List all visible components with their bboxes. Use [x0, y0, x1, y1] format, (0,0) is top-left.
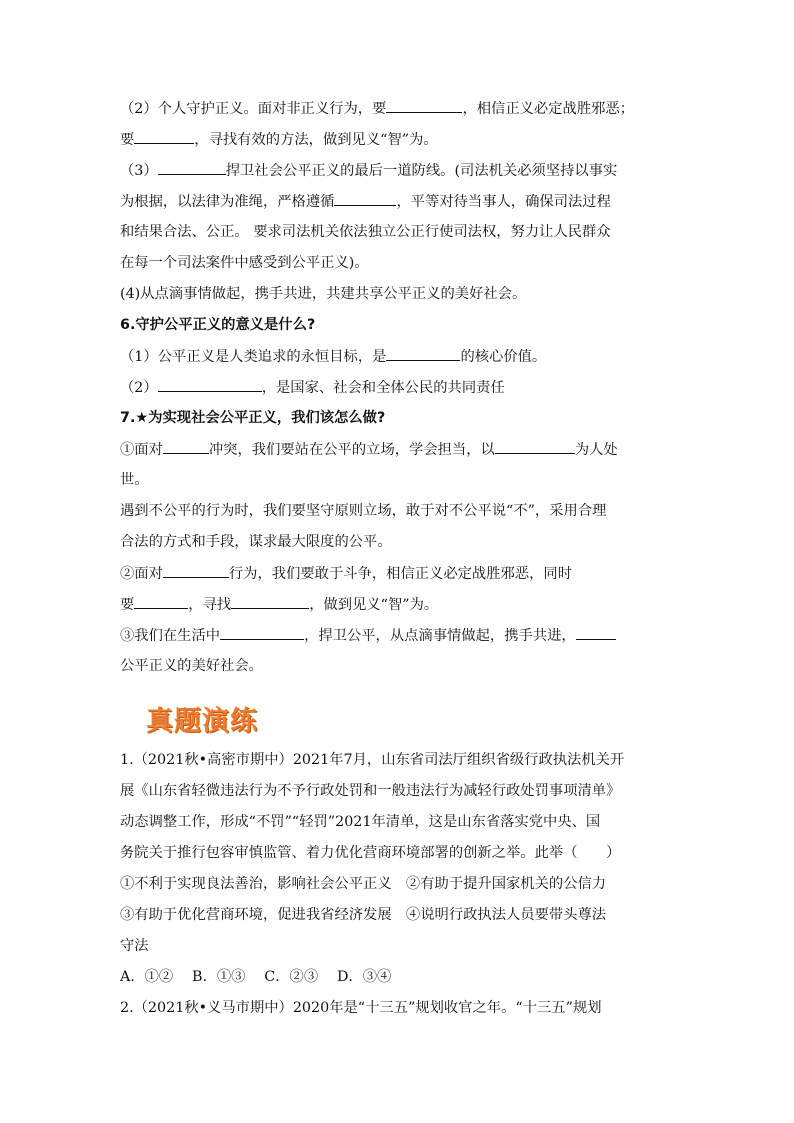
q7-line-3: 遇到不公平的行为时，我们要坚守原则立场，敢于对不公平说“不”，采用合理: [120, 503, 607, 519]
q1-line-1: 1.（2021秋•高密市期中）2021年7月，山东省司法厅组织省级行政执法机关开: [120, 752, 625, 768]
sec5-line-4: 为根据，以法律为准绳，严格遵循 ，平等对待当事人，确保司法过程: [120, 191, 611, 212]
sec5-line-5: 和结果合法、公正。 要求司法机关依法独立公正行使司法权，努力让人民群众: [120, 224, 611, 240]
sec5-line-2: 要 ，寻找有效的方法，做到见义“智”为。: [120, 129, 438, 150]
sec5-line-6: 在每一个司法案件中感受到公平正义)。: [120, 255, 369, 271]
q1-choices: A．①② B．①③ C．②③ D．③④: [120, 969, 392, 985]
answer-blank[interactable]: [334, 191, 396, 206]
answer-blank[interactable]: [134, 129, 194, 144]
q7-line-6: 要 ，寻找 ，做到见义“智”为。: [120, 594, 438, 615]
q2-line-1: 2.（2021秋•义马市期中）2020年是“十三五”规划收官之年。“十三五”规划: [120, 1000, 602, 1016]
section-heading: 真题演练: [146, 706, 258, 737]
sec5-line-3: （3） 捍卫社会公平正义的最后一道防线。(司法机关必须坚持以事实: [120, 160, 617, 181]
q1-option-line-2: ③有助于优化营商环境，促进我省经济发展 ④说明行政执法人员要带头尊法: [120, 907, 607, 923]
q6-title: 6.守护公平正义的意义是什么?: [120, 317, 316, 333]
q6-line-2: （2） ，是国家、社会和全体公民的共同责任: [120, 377, 505, 398]
answer-blank[interactable]: [220, 625, 304, 640]
answer-blank[interactable]: [386, 346, 460, 361]
answer-blank[interactable]: [158, 160, 226, 175]
q6-line-1: （1）公平正义是人类追求的永恒目标，是 的核心价值。: [120, 346, 546, 367]
q7-line-5: ②面对 行为，我们要敢于斗争，相信正义必定战胜邪恶，同时: [120, 563, 572, 584]
q1-option-line-3: 守法: [120, 938, 149, 954]
q1-line-2: 展《山东省轻微违法行为不予行政处罚和一般违法行为减轻行政处罚事项清单》: [120, 783, 621, 799]
q1-option-line-1: ①不利于实现良法善治，影响社会公平正义 ②有助于提升国家机关的公信力: [120, 876, 607, 892]
answer-blank[interactable]: [158, 377, 262, 392]
answer-blank[interactable]: [576, 625, 616, 640]
q1-line-3: 动态调整工作，形成“不罚”“轻罚”2021年清单，这是山东省落实党中央、国: [120, 814, 601, 830]
answer-blank[interactable]: [386, 98, 462, 113]
q7-title: 7.★为实现社会公平正义，我们该怎么做?: [120, 410, 386, 426]
q7-line-8: 公平正义的美好社会。: [120, 658, 263, 674]
q1-line-4: 务院关于推行包容审慎监管、着力优化营商环境部署的创新之举。此举（ ）: [120, 845, 621, 861]
answer-blank[interactable]: [163, 563, 229, 578]
q7-line-1: ①面对 冲突，我们要站在公平的立场，学会担当，以 为人处: [120, 439, 618, 460]
sec5-line-7: (4)从点滴事情做起，携手共进，共建共享公平正义的美好社会。: [120, 286, 527, 302]
answer-blank[interactable]: [495, 439, 575, 454]
q7-line-7: ③我们在生活中 ，捍卫公平，从点滴事情做起，携手共进，: [120, 625, 616, 646]
q7-line-4: 合法的方式和手段，谋求最大限度的公平。: [120, 534, 392, 550]
sec5-line-1: （2）个人守护正义。面对非正义行为，要 ，相信正义必定战胜邪恶；: [120, 98, 634, 119]
answer-blank[interactable]: [163, 439, 209, 454]
answer-blank[interactable]: [231, 594, 309, 609]
answer-blank[interactable]: [134, 594, 188, 609]
q7-line-2: 世。: [120, 472, 149, 488]
